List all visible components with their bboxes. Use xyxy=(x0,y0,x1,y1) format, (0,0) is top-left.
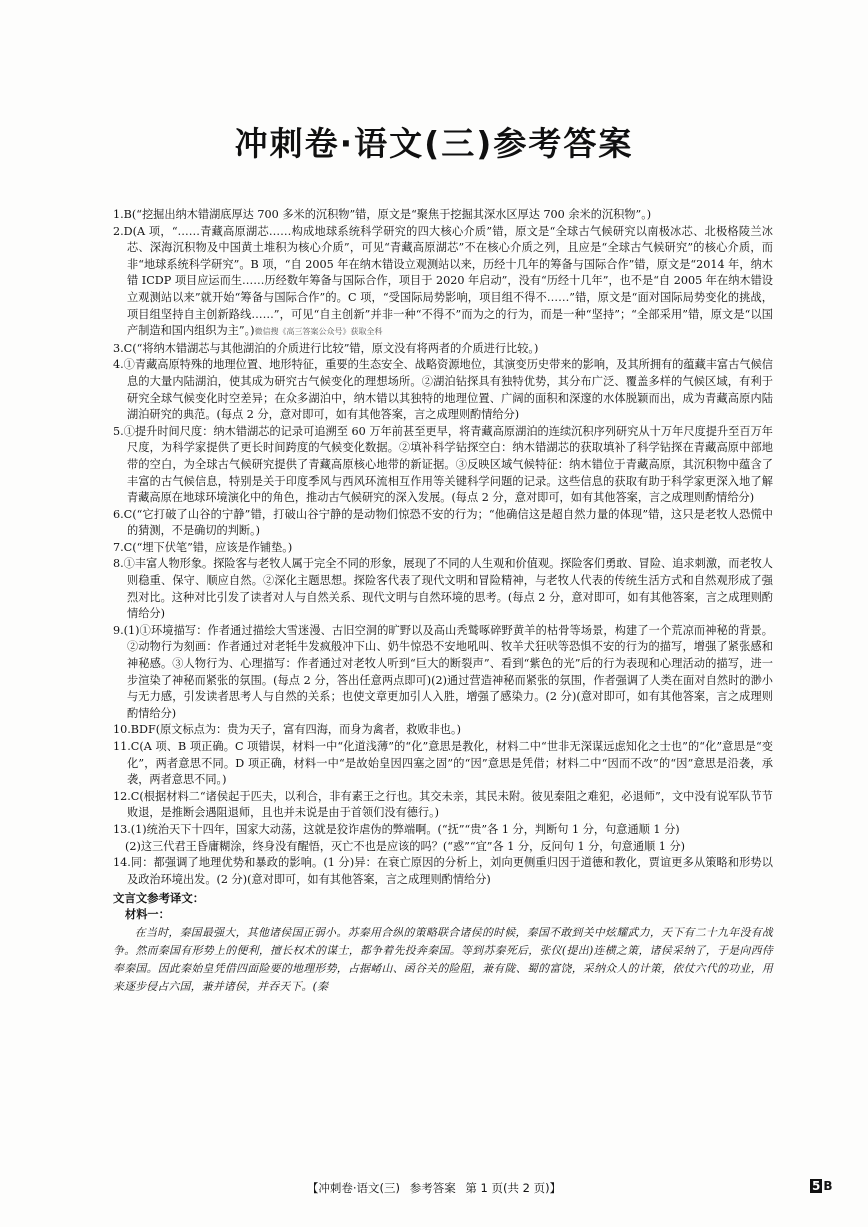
corner-mark-number: 5 xyxy=(812,1179,821,1193)
answer-body xyxy=(113,207,773,996)
answer-item xyxy=(113,739,773,789)
answer-text: 10.BDF(原文标点为：贵为天子，富有四海，而身为禽者，救败非也。) xyxy=(113,723,461,737)
footer-exam-name: 【冲刺卷·语文(三) xyxy=(306,1181,401,1195)
answer-text: (2)这三代君王昏庸糊涂，终身没有醒悟，灭亡不也是应该的吗？(“惑”“宜”各 1 分，反问句 1 分，句意通顺 1 分) xyxy=(125,839,686,853)
corner-mark xyxy=(810,1179,833,1193)
footer-doc-type: 参考答案 xyxy=(409,1181,456,1195)
answer-text: 3.C(“将纳木错湖芯与其他湖泊的介质进行比较”错，原文没有将两者的介质进行比较。) xyxy=(113,341,539,355)
answer-item xyxy=(113,789,773,822)
answer-subitem xyxy=(113,839,773,856)
watermark-text: 微信搜《高三答案公众号》获取全科 xyxy=(254,327,383,337)
translation-paragraph: 在当时，秦国最强大，其他诸侯国正弱小。苏秦用合纵的策略联合诸侯的时候，秦国不敢到关中炫耀武力，天下有二十九年没有战争。然而秦国有形势上的便利，擅长权术的谋士，都争着先投奔秦国。等到苏秦死后，张仪(提出)连横之策，诸侯采纳了，于是向西侍奉秦国。因此秦始皇凭借四面险要的地理形势，占据崤山、函谷关的险阻，兼有陇、蜀的富饶，采纳众人的计策，依仗六代的功业，用来逐步侵占六国，兼并诸侯，并吞天下。(秦 xyxy=(113,925,773,993)
answer-text: 8.①丰富人物形象。探险客与老牧人属于完全不同的形象，展现了不同的人生观和价值观。探险客们勇敢、冒险、追求刺激，而老牧人则稳重、保守、顺应自然。②深化主题思想。探险客代表了现代文明和冒险精神，与老牧人代表的传统生活方式和自然观形成了强烈对比。这种对比引发了读者对人与自然关系、现代文明与自然环境的思考。(每点 2 分，意对即可，如有其他答案，言之成理则酌情给分) xyxy=(113,557,773,621)
answer-item xyxy=(113,424,773,507)
answer-text: 1.B(“挖掘出纳木错湖底厚达 700 多米的沉积物”错，原文是“聚焦于挖掘其深水区厚达 700 余米的沉积物”。) xyxy=(113,208,652,221)
answer-item xyxy=(113,207,773,224)
footer-page-number: 第 1 页(共 2 页)】 xyxy=(465,1181,562,1195)
answer-item xyxy=(113,623,773,723)
answer-item xyxy=(113,224,773,341)
answer-item xyxy=(113,556,773,622)
answer-text: 6.C(“它打破了山谷的宁静”错，打破山谷宁静的是动物们惊恐不安的行为；“他确信这是超自然力量的体现”错，这只是老牧人恐慌中的猜测，不是确切的判断。) xyxy=(113,507,773,538)
page-footer xyxy=(0,1180,868,1196)
answer-item xyxy=(113,822,773,839)
corner-mark-letter: B xyxy=(823,1179,833,1193)
material-heading: 材料一： xyxy=(125,907,170,921)
answer-text: 12.C(根据材料二“诸侯起于匹夫，以利合，非有素王之行也。其交未亲，其民未附。彼见秦阻之难犯，必退师”，文中没有说军队节节败退，是推断会遇阻退师，且也并未说是由于首领们没有德行。) xyxy=(113,789,773,820)
answer-text: 2.D(A 项，“……青藏高原湖芯……构成地球系统科学研究的四大核心介质”错，原文是“全球古气候研究以南极冰芯、北极格陵兰冰芯、深海沉积物及中国黄土堆积为核心介质”，可见“青藏高原湖芯”不在核心介质之列，且应是“全球古气候研究”的核心介质，而非“地球系统科学研究”。B 项，“自 2005 年在纳木错设立观测站以来，历经十几年的筹备与国际合作”错，原文是“2014 年，纳木错 ICDP 项目应运而生……历经数年筹备与国际合作，项目于 2020 年启动”，没有“历经十几年”，也不是“自 2005 年在纳木错设立观测站以来”就开始“筹备与国际合作”的。C 项，“受国际局势影响，项目组不得不……”错，原文是“面对国际局势变化的挑战，项目组坚持自主创新路线……”，可见“自主创新”并非一种“不得不”而为之的行为，而是一种“坚持”；“全部采用”错，原文是“以国产制造和国内组织为主”。) xyxy=(113,224,773,338)
page-title: 冲刺卷·语文(三)参考答案 xyxy=(234,124,634,163)
answer-item xyxy=(113,341,773,358)
answer-text: 11.C(A 项、B 项正确。C 项错误，材料一中“化道浅薄”的“化”意思是教化，材料二中“世非无深谋远虑知化之士也”的“化”意思是“变化”，两者意思不同。D 项正确，材料一中“是故始皇因四塞之固”的“因”意思是凭借；材料二中“因而不改”的“因”意思是沿袭，承袭，两者意思不同。) xyxy=(113,740,773,787)
answer-item xyxy=(113,507,773,540)
answer-text: 7.C(“埋下伏笔”错，应该是作铺垫。) xyxy=(113,540,293,554)
translation-heading: 文言文参考译文： xyxy=(113,891,205,906)
answer-item xyxy=(113,855,773,888)
answer-text: 4.①青藏高原特殊的地理位置、地形特征，重要的生态安全、战略资源地位，其演变历史带来的影响，及其所拥有的蕴藏丰富古气候信息的大量内陆湖泊，使其成为研究古气候变化的理想场所。②湖泊钻探具有独特优势，其分布广泛、覆盖多样的气候区域，有利于研究全球气候变化时空差异；在众多湖泊中，纳木错以其独特的地理位置、广阔的面积和深邃的水体脱颖而出，成为青藏高原内陆湖泊研究的典范。(每点 2 分，意对即可，如有其他答案，言之成理则酌情给分) xyxy=(113,358,773,422)
answer-item xyxy=(113,357,773,423)
answer-item xyxy=(113,722,773,739)
answer-text: 13.(1)统治天下十四年，国家大动荡，这就是狡诈虐伪的弊端啊。(“抚”“贵”各 1 分，判断句 1 分，句意通顺 1 分) xyxy=(113,822,680,836)
answer-item xyxy=(113,540,773,557)
answer-text: 14.同：都强调了地理优势和暴政的影响。(1 分)异：在衰亡原因的分析上，刘向更侧重归因于道德和教化，贾谊更多从策略和形势以及政治环境出发。(2 分)(意对即可，如有其他答案，言之成理则酌情给分) xyxy=(113,856,773,886)
answer-text: 5.①提升时间尺度：纳木错湖芯的记录可追溯至 60 万年前甚至更早，将青藏高原湖泊的连续沉积序列研究从十万年尺度提升至百万年尺度，为科学家提供了更长时间跨度的气候变化数据。②填补科学钻探空白：纳木错湖芯的获取填补了科学钻探在青藏高原中部地带的空白，为全球古气候研究提供了青藏高原核心地带的新证据。③反映区域气候特征：纳木错位于青藏高原，其沉积物中蕴含了丰富的古气候信息，特别是关于印度季风与西风环流相互作用等关键科学问题的记录。这些信息的获取有助于科学家更深入地了解青藏高原在地球环境演化中的角色，推动古气候研究的深入发展。(每点 2 分，意对即可，如有其他答案，言之成理则酌情给分) xyxy=(113,424,773,505)
answer-text: 9.(1)①环境描写：作者通过描绘大雪迷漫、古旧空洞的旷野以及高山秃鹫啄碎野黄羊的枯骨等场景，构建了一个荒凉而神秘的背景。②动物行为刻画：作者通过对老牦牛发疯般冲下山、奶牛惊恐不安地吼叫、牧羊犬狂吠等恐惧不安的行为的描写，增强了紧张感和神秘感。③人物行为、心理描写：作者通过对老牧人听到“巨大的断裂声”、看到“紫色的光”后的行为表现和心理活动的描写，进一步渲染了神秘而紧张的氛围。(每点 2 分，答出任意两点即可)(2)通过营造神秘而紧张的氛围，作者强调了人类在面对自然时的渺小与无力感，引发读者思考人与自然的关系；也使文章更加引人入胜，增强了感染力。(2 分)(意对即可，如有其他答案，言之成理则酌情给分) xyxy=(113,623,773,720)
